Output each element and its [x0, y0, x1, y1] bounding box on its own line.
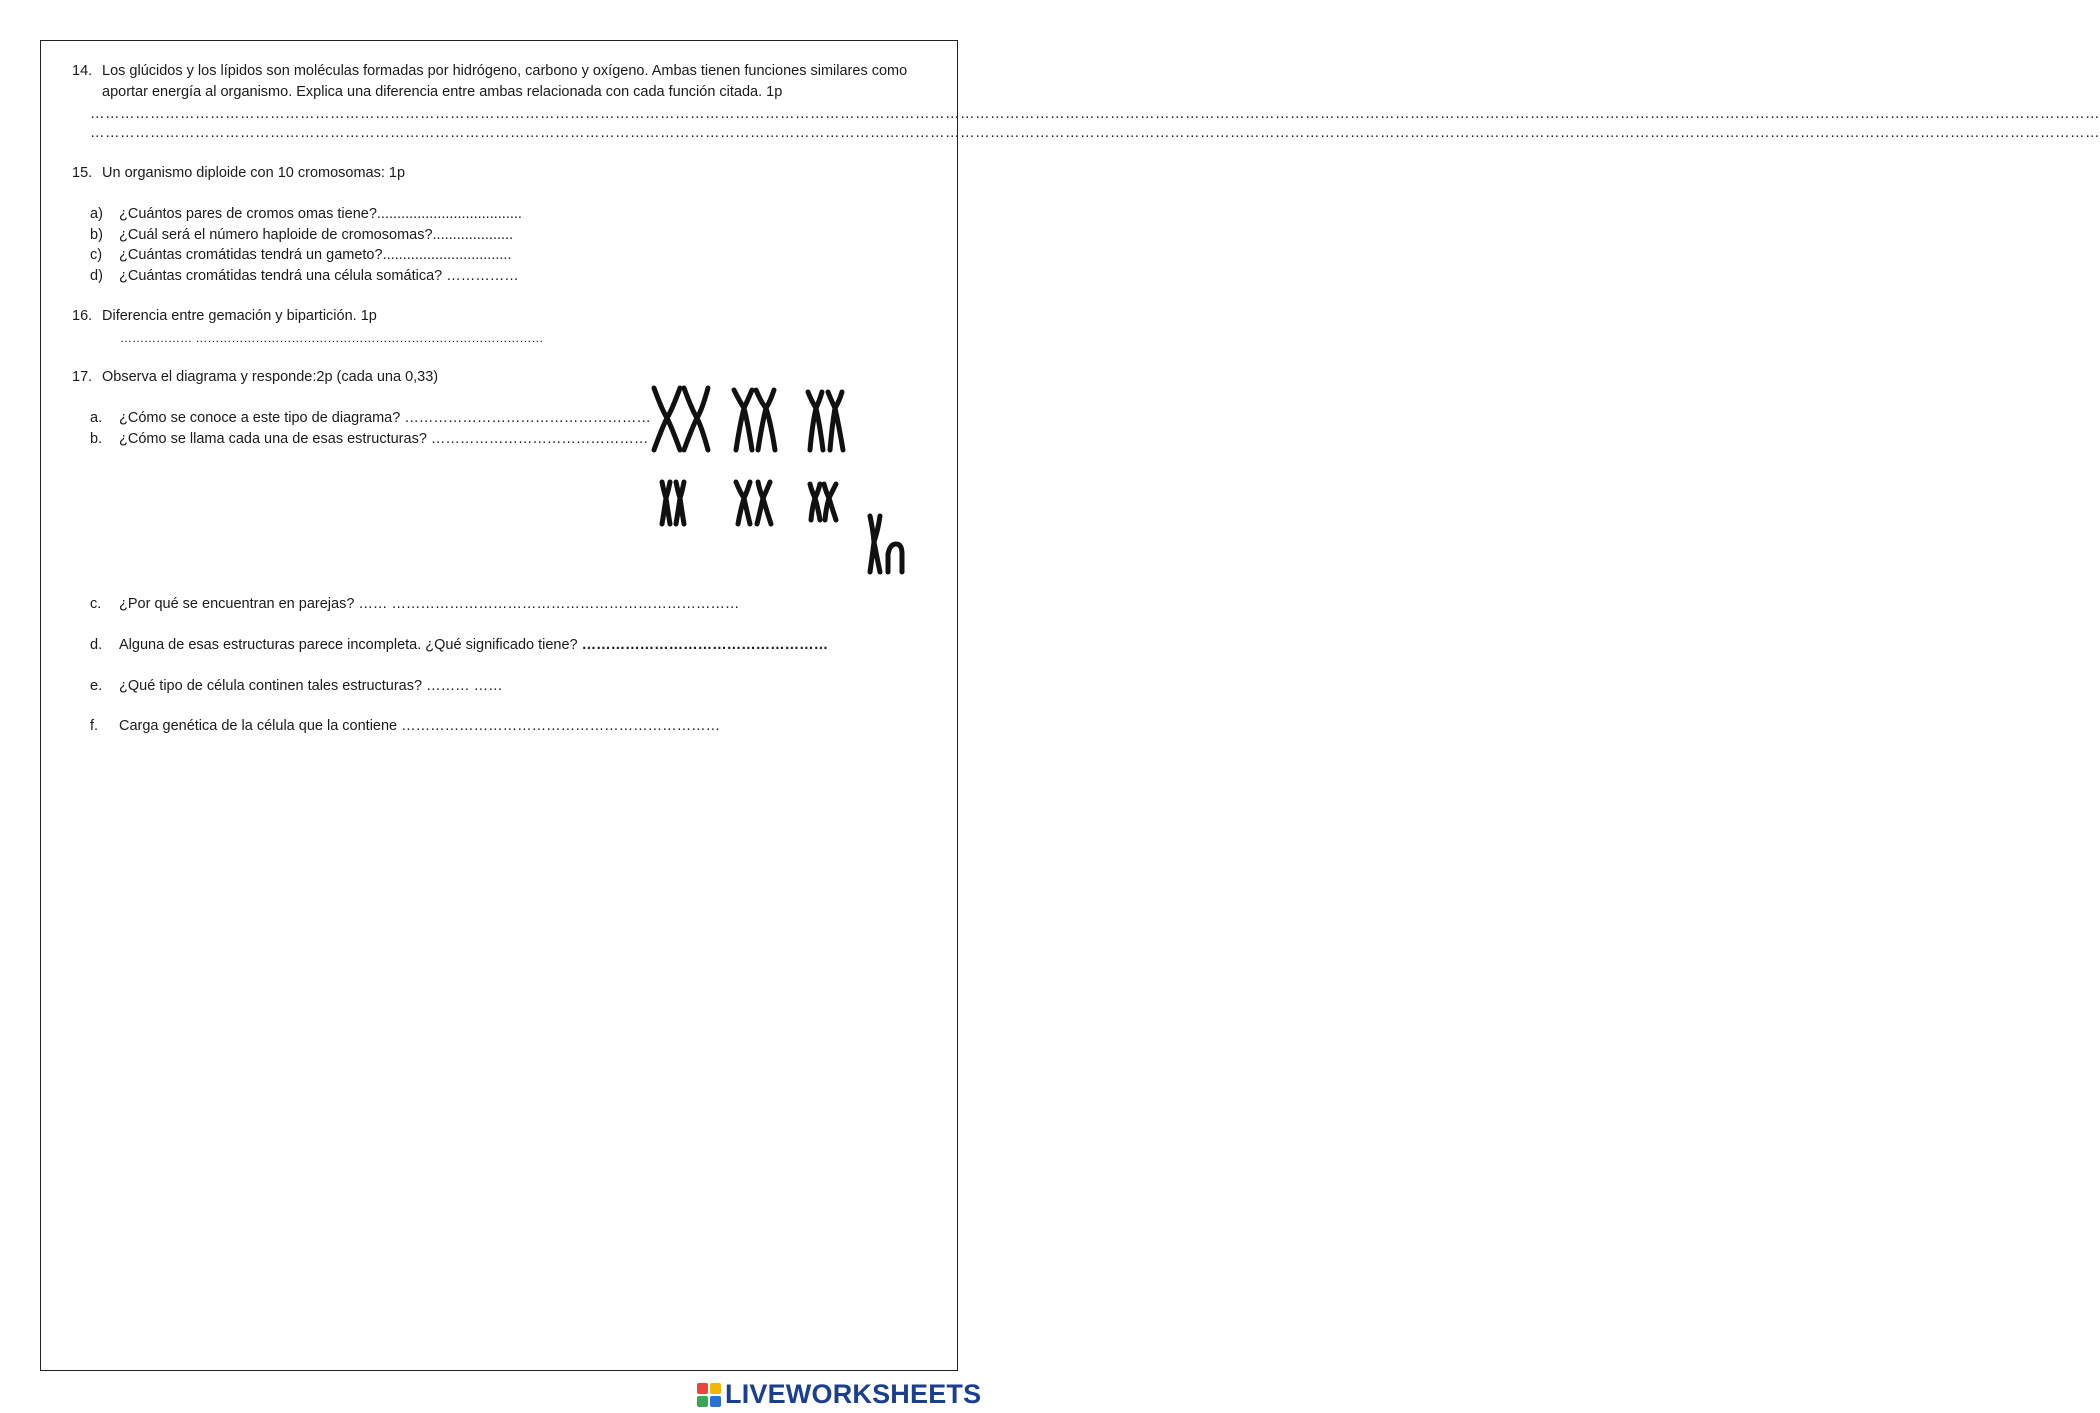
sub-question[interactable]: ¿Cómo se llama cada una de esas estructuras? ………………………………………	[119, 431, 649, 447]
question-number: 17.	[72, 369, 93, 385]
sub-question[interactable]: ¿Cuántas cromátidas tendrá una célula somática? ……………	[119, 268, 519, 284]
item-marker: c)	[90, 247, 103, 263]
question-text: Los glúcidos y los lípidos son moléculas formadas por hidrógeno, carbono y oxígeno. Ambas tienen funciones similares como	[102, 63, 908, 79]
liveworksheets-logo-icon	[697, 1383, 721, 1407]
sub-question[interactable]: Alguna de esas estructuras parece incompleta. ¿Qué significado tiene? ……………………………………………	[119, 637, 829, 653]
item-marker: f.	[90, 718, 99, 734]
chromosome-pair-6	[810, 484, 836, 520]
question-number: 15.	[72, 165, 93, 181]
sub-question[interactable]: ¿Qué tipo de célula continen tales estructuras? ……… ……	[119, 678, 503, 694]
item-marker: d)	[90, 268, 103, 284]
sub-question[interactable]: ¿Cuántos pares de cromos omas tiene?....................................	[119, 206, 522, 222]
answer-line[interactable]: ……………………………………………………………………………………………………………………………………………………………………………………………………………………………………………………………………………………………………………………………………………………………………	[90, 106, 2100, 122]
question-number: 16.	[72, 308, 93, 324]
sub-question[interactable]: ¿Por qué se encuentran en parejas? …… ………………………………………………………………	[119, 596, 740, 612]
brand-name: LIVEWORKSHEETS	[725, 1379, 982, 1409]
chromosome-pair-3	[808, 392, 843, 450]
chromosome-pair-2	[734, 390, 775, 450]
answer-line[interactable]: ……………………………………………………………………………………………………………………………………………………………………………………………………………………………………………………………………………………………………………………………………………………………………	[90, 125, 2100, 141]
item-marker: a.	[90, 410, 103, 426]
sub-question[interactable]: Carga genética de la célula que la contiene …………………………………………………………	[119, 718, 721, 734]
answer-dots: ……………………………………………	[581, 637, 829, 653]
question-text: Un organismo diploide con 10 cromosomas: 1p	[102, 165, 406, 181]
answer-line[interactable]: ……………… ……………………………………………………………………………	[120, 331, 544, 345]
chromosome-pair-sex	[870, 516, 902, 572]
item-marker: d.	[90, 637, 103, 653]
item-marker: c.	[90, 596, 102, 612]
item-marker: a)	[90, 206, 103, 222]
item-marker: e.	[90, 678, 103, 694]
sub-question[interactable]: ¿Cuál será el número haploide de cromosomas?....................	[119, 227, 514, 243]
question-text: aportar energía al organismo. Explica una diferencia entre ambas relacionada con cada función citada. 1p	[102, 84, 783, 100]
question-text: Diferencia entre gemación y bipartición. 1p	[102, 308, 377, 324]
sub-question[interactable]: ¿Cuántas cromátidas tendrá un gameto?................................	[119, 247, 512, 263]
item-marker: b)	[90, 227, 103, 243]
chromosome-pair-1	[654, 388, 708, 450]
karyotype-diagram	[640, 380, 920, 580]
liveworksheets-logo[interactable]	[697, 1378, 997, 1410]
question-number: 14.	[72, 63, 93, 79]
question-text: Observa el diagrama y responde:2p (cada una 0,33)	[102, 369, 439, 385]
chromosome-pair-4	[662, 482, 684, 524]
sub-question[interactable]: ¿Cómo se conoce a este tipo de diagrama? ……………………………………………	[119, 410, 651, 426]
chromosome-pair-5	[736, 482, 771, 524]
item-marker: b.	[90, 431, 103, 447]
